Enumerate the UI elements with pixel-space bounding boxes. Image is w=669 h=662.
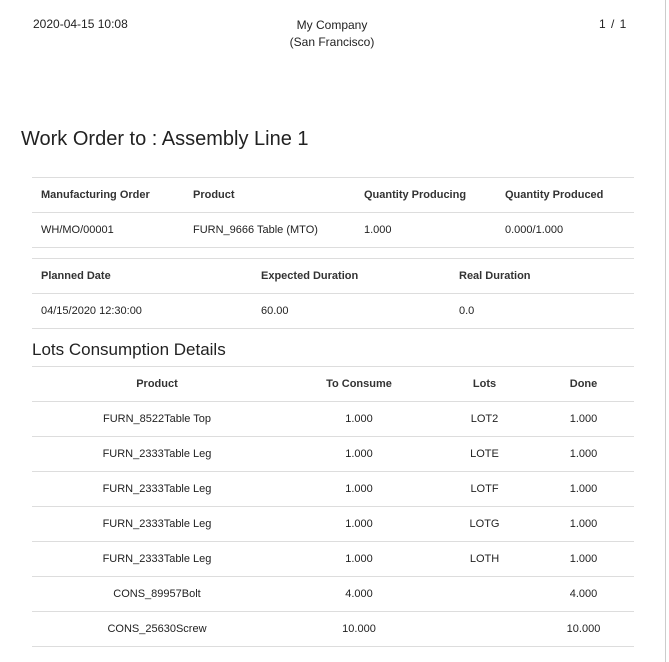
product: FURN_8522Table Top: [32, 402, 282, 437]
to-consume: 1.000: [282, 507, 436, 542]
done: 1.000: [533, 542, 634, 577]
order-info-table: [32, 177, 634, 248]
table-header-row: [32, 259, 634, 294]
header-cell: To Consume: [282, 367, 436, 402]
header-cell: Quantity Produced: [496, 178, 634, 213]
to-consume: 10.000: [282, 612, 436, 647]
lots-table: [32, 366, 634, 647]
header-cell: Manufacturing Order: [32, 178, 184, 213]
header-cell: Real Duration: [450, 259, 634, 294]
company-block: [232, 17, 432, 51]
done: 1.000: [533, 472, 634, 507]
table-header-row: [32, 367, 634, 402]
duration-info-table: [32, 258, 634, 329]
table-header-row: [32, 178, 634, 213]
to-consume: 1.000: [282, 472, 436, 507]
product: FURN_2333Table Leg: [32, 472, 282, 507]
product: CONS_89957Bolt: [32, 577, 282, 612]
table-row: [32, 402, 634, 437]
lot: LOTG: [436, 507, 533, 542]
to-consume: 1.000: [282, 437, 436, 472]
done: 1.000: [533, 507, 634, 542]
done: 10.000: [533, 612, 634, 647]
quantity-producing: 1.000: [355, 213, 496, 248]
company-location: (San Francisco): [289, 35, 375, 49]
table-row: [32, 542, 634, 577]
product: FURN_2333Table Leg: [32, 542, 282, 577]
quantity-produced: 0.000/1.000: [496, 213, 634, 248]
planned-date: 04/15/2020 12:30:00: [32, 294, 252, 329]
company-name: My Company: [296, 18, 368, 32]
table-row: [32, 213, 634, 248]
done: 4.000: [533, 577, 634, 612]
to-consume: 1.000: [282, 402, 436, 437]
lot: LOT2: [436, 402, 533, 437]
real-duration: 0.0: [450, 294, 634, 329]
table-row: [32, 612, 634, 647]
table-row: [32, 507, 634, 542]
page-border: [665, 0, 666, 662]
to-consume: 1.000: [282, 542, 436, 577]
lot: LOTE: [436, 437, 533, 472]
lot: LOTH: [436, 542, 533, 577]
header-cell: Product: [32, 367, 282, 402]
done: 1.000: [533, 437, 634, 472]
header-cell: Quantity Producing: [355, 178, 496, 213]
header-cell: Product: [184, 178, 355, 213]
page-number: 1 / 1: [599, 17, 628, 31]
header-cell: Planned Date: [32, 259, 252, 294]
table-row: [32, 294, 634, 329]
product: FURN_2333Table Leg: [32, 507, 282, 542]
print-datetime: 2020-04-15 10:08: [33, 17, 128, 31]
page-title: Work Order to : Assembly Line 1: [21, 128, 309, 150]
product: CONS_25630Screw: [32, 612, 282, 647]
to-consume: 4.000: [282, 577, 436, 612]
table-row: [32, 577, 634, 612]
product: FURN_9666 Table (MTO): [184, 213, 355, 248]
mo-reference: WH/MO/00001: [32, 213, 184, 248]
expected-duration: 60.00: [252, 294, 450, 329]
header-cell: Expected Duration: [252, 259, 450, 294]
product: FURN_2333Table Leg: [32, 437, 282, 472]
lot: LOTF: [436, 472, 533, 507]
lot: [436, 612, 533, 647]
header-cell: Lots: [436, 367, 533, 402]
table-row: [32, 472, 634, 507]
section-title: Lots Consumption Details: [32, 340, 226, 359]
table-row: [32, 437, 634, 472]
lot: [436, 577, 533, 612]
done: 1.000: [533, 402, 634, 437]
header-cell: Done: [533, 367, 634, 402]
